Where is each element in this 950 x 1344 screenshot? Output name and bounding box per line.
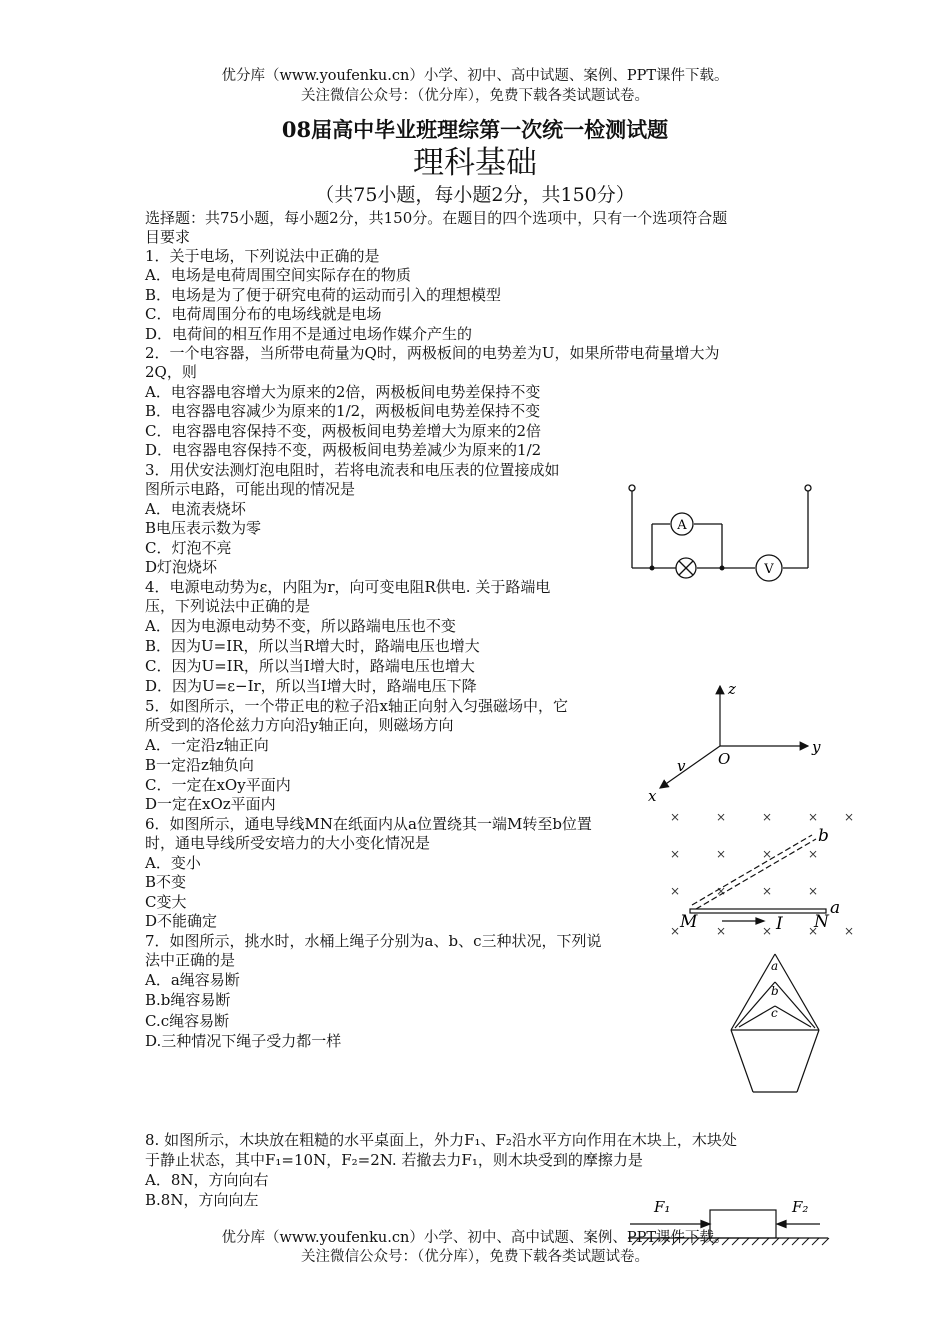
q7-bucket-figure	[725, 948, 825, 1098]
header-line-2: 关注微信公众号：（优分库），免费下载各类试题试卷。	[301, 88, 649, 104]
q6-option-a: A．变小	[145, 854, 201, 872]
svg-text:×: ×	[762, 884, 773, 898]
svg-text:×: ×	[670, 924, 681, 938]
q5-axes-figure	[640, 680, 830, 805]
q4-option-c: C．因为U=IR，所以当I增大时，路端电压也增大	[145, 657, 475, 675]
voltmeter-label: V	[764, 562, 774, 577]
q3-option-c: C．灯泡不亮	[145, 539, 232, 557]
y-axis-label: y	[812, 738, 821, 756]
svg-text:×: ×	[670, 884, 681, 898]
q4-stem-1: 4．电源电动势为ε，内阻为r，向可变电阻R供电. 关于路端电	[145, 578, 551, 596]
point-n-label: N	[814, 912, 829, 932]
q3-option-b: B电压表示数为零	[145, 519, 262, 537]
q3-option-d: D灯泡烧坏	[145, 558, 218, 576]
svg-text:×: ×	[716, 884, 727, 898]
q7-stem-2: 法中正确的是	[145, 951, 236, 969]
header-line-1: 优分库（www.youfenku.cn）小学、初中、高中试题、案例、PPT课件下载。	[221, 68, 729, 84]
q7-option-d: D.三种情况下绳子受力都一样	[145, 1032, 342, 1050]
q5-option-d: D一定在xOz平面内	[145, 795, 276, 813]
q5-stem-1: 5．如图所示，一个带正电的粒子沿x轴正向射入匀强磁场中，它	[145, 697, 569, 715]
q2-option-d: D．电容器电容保持不变，两极板间电势差减少为原来的1/2	[145, 441, 542, 459]
q7-option-b: B.b绳容易断	[145, 991, 231, 1009]
q3-stem-1: 3．用伏安法测灯泡电阻时，若将电流表和电压表的位置接成如	[145, 461, 560, 479]
q3-stem-2: 图所示电路，可能出现的情况是	[145, 480, 356, 498]
svg-text:×: ×	[716, 847, 727, 861]
force-f2-label: F₂	[792, 1198, 809, 1216]
position-b-label: b	[818, 826, 829, 846]
subject-title: 理科基础	[413, 145, 537, 181]
x-axis-label: x	[648, 787, 657, 805]
q2-option-b: B．电容器电容减少为原来的1/2，两极板间电势差保持不变	[145, 402, 541, 420]
q6-option-b: B不变	[145, 873, 187, 891]
point-m-label: M	[680, 912, 698, 932]
q3-option-a: A．电流表烧坏	[145, 500, 246, 518]
q4-option-b: B．因为U=IR，所以当R增大时，路端电压也增大	[145, 637, 480, 655]
svg-text:×: ×	[670, 810, 681, 824]
svg-text:×: ×	[762, 847, 773, 861]
q4-stem-2: 压，下列说法中正确的是	[145, 597, 311, 615]
q5-stem-2: 所受到的洛伦兹力方向沿y轴正向，则磁场方向	[145, 716, 454, 734]
q2-stem-2: 2Q，则	[145, 363, 197, 381]
q5-option-b: B一定沿z轴负向	[145, 756, 254, 774]
intro-line-2: 目要求	[145, 228, 191, 246]
position-a-label: a	[830, 898, 841, 918]
rope-b-label: b	[771, 984, 779, 998]
footer-line-1: 优分库（www.youfenku.cn）小学、初中、高中试题、案例、PPT课件下载。	[221, 1230, 729, 1246]
q7-option-a: A．a绳容易断	[145, 971, 240, 989]
q2-option-c: C．电容器电容保持不变，两极板间电势差增大为原来的2倍	[145, 422, 542, 440]
svg-text:×: ×	[808, 810, 819, 824]
z-axis-label: z	[728, 680, 736, 698]
q6-stem-2: 时，通电导线所受安培力的大小变化情况是	[145, 834, 431, 852]
q4-option-a: A．因为电源电动势不变，所以路端电压也不变	[145, 617, 456, 635]
q7-stem-1: 7．如图所示，挑水时，水桶上绳子分别为a、b、c三种状况，下列说	[145, 932, 602, 950]
q1-option-b: B．电场是为了便于研究电荷的运动而引入的理想模型	[145, 286, 502, 304]
q3-circuit-figure	[620, 478, 820, 583]
q5-option-c: C．一定在xOy平面内	[145, 776, 291, 794]
svg-text:×: ×	[844, 924, 855, 938]
svg-text:×: ×	[808, 924, 819, 938]
q2-stem-1: 2．一个电容器，当所带电荷量为Q时，两极板间的电势差为U，如果所带电荷量增大为	[145, 344, 720, 362]
q8-option-a: A．8N，方向向右	[145, 1171, 269, 1189]
svg-text:×: ×	[808, 884, 819, 898]
svg-text:×: ×	[716, 810, 727, 824]
q1-option-c: C．电荷周围分布的电场线就是电场	[145, 305, 382, 323]
velocity-label: v	[677, 757, 686, 775]
q6-field-figure	[664, 805, 859, 940]
q1-option-d: D．电荷间的相互作用不是通过电场作媒介产生的	[145, 325, 473, 343]
svg-text:×: ×	[716, 924, 727, 938]
svg-text:×: ×	[762, 924, 773, 938]
rope-a-label: a	[771, 959, 779, 973]
q8-stem-2: 于静止状态，其中F₁=10N，F₂=2N. 若撤去力F₁，则木块受到的摩擦力是	[145, 1151, 643, 1169]
rope-c-label: c	[771, 1006, 778, 1020]
exam-title: 08届高中毕业班理综第一次统一检测试题	[281, 117, 669, 142]
q7-option-c: C.c绳容易断	[145, 1012, 230, 1030]
q2-option-a: A．电容器电容增大为原来的2倍，两极板间电势差保持不变	[145, 383, 541, 401]
q6-stem-1: 6．如图所示，通电导线MN在纸面内从a位置绕其一端M转至b位置	[145, 815, 592, 833]
q8-stem-1: 8. 如图所示，木块放在粗糙的水平桌面上，外力F₁、F₂沿水平方向作用在木块上，木块处	[145, 1131, 737, 1149]
intro-line-1: 选择题：共75小题，每小题2分，共150分。在题目的四个选项中，只有一个选项符合题	[145, 209, 728, 227]
q1-stem: 1．关于电场，下列说法中正确的是	[145, 247, 380, 265]
current-label: I	[776, 914, 783, 934]
score-note: （共75小题，每小题2分，共150分）	[315, 184, 635, 206]
q4-option-d: D．因为U=ε−Ir，所以当I增大时，路端电压下降	[145, 677, 477, 695]
ammeter-label: A	[677, 518, 687, 533]
q6-option-d: D不能确定	[145, 912, 218, 930]
q5-option-a: A．一定沿z轴正向	[145, 736, 269, 754]
svg-text:×: ×	[762, 810, 773, 824]
force-f1-label: F₁	[654, 1198, 671, 1216]
q1-option-a: A．电场是电荷周围空间实际存在的物质	[145, 266, 411, 284]
q8-option-b: B.8N，方向向左	[145, 1191, 259, 1209]
origin-label: O	[718, 750, 731, 768]
svg-text:×: ×	[844, 810, 855, 824]
svg-text:×: ×	[808, 847, 819, 861]
footer-line-2: 关注微信公众号：（优分库），免费下载各类试题试卷。	[301, 1249, 649, 1265]
svg-text:×: ×	[670, 847, 681, 861]
q6-option-c: C变大	[145, 893, 187, 911]
